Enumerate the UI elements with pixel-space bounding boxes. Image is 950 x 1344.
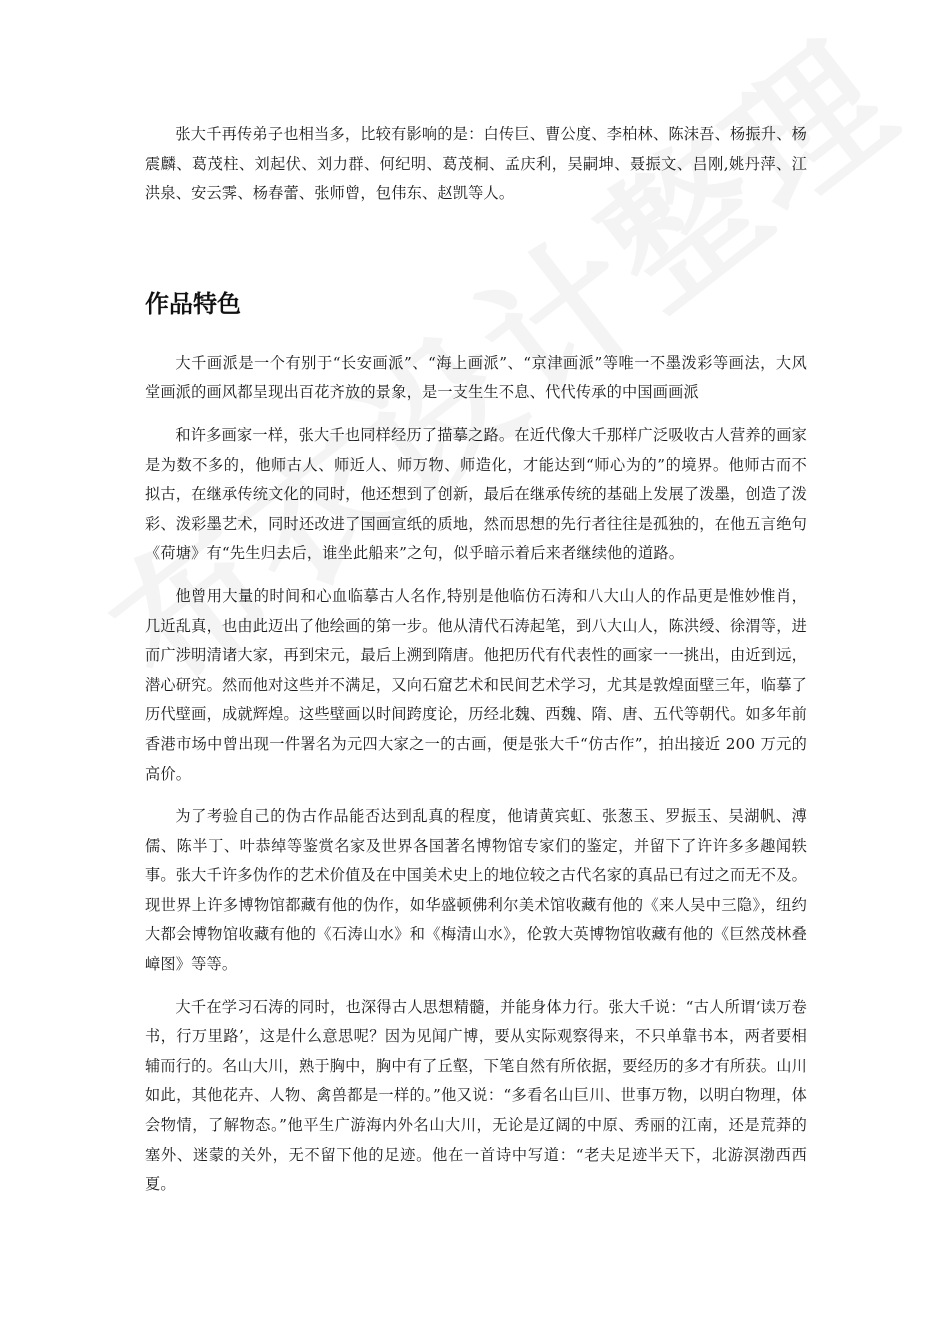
paragraph-disciples: 张大千再传弟子也相当多，比较有影响的是：白传巨、曹公度、李柏林、陈沫吾、杨振升、杨震麟、葛茂柱、刘起伏、刘力群、何纪明、葛茂桐、孟庆利，吴嗣坤、聂振文、吕刚,姚丹萍、江洪泉、安云霁、杨春蕾、张师曾，包伟东、赵凯等人。: [145, 125, 807, 203]
section-header: [145, 288, 807, 320]
paragraph-forgeries: 为了考验自己的伪古作品能否达到乱真的程度，他请黄宾虹、张葱玉、罗振玉、吴湖帆、溥儒、陈半丁、叶恭绰等鉴赏名家及世界各国著名博物馆专家们的鉴定，并留下了许许多多趣闻轶事。张大千许多伪作的艺术价值及在中国美术史上的地位较之古代名家的真品已有过之而无不及。现世界上许多博物馆都藏有他的伪作，如华盛顿佛利尔美术馆收藏有他的《来人吴中三隐》，纽约大都会博物馆收藏有他的《石涛山水》和《梅清山水》，伦敦大英博物馆收藏有他的《巨然茂林叠嶂图》等等。: [145, 807, 807, 974]
paragraph-tracing: 和许多画家一样，张大千也同样经历了描摹之路。在近代像大千那样广泛吸收古人营养的画家是为数不多的，他师古人、师近人、师万物、师造化，才能达到“师心为的”的境界。他师古而不拟古，在继承传统文化的同时，他还想到了创新，最后在继承传统的基础上发展了泼墨，创造了泼彩、泼彩墨艺术，同时还改进了国画宣纸的质地，然而思想的先行者往往是孤独的，在他五言绝句《荷塘》有“先生归去后，谁坐此船来”之句，似乎暗示着后来者继续他的道路。: [145, 425, 807, 563]
paragraph-copying: 他曾用大量的时间和心血临摹古人名作,特别是他临仿石涛和八大山人的作品更是惟妙惟肖，几近乱真，也由此迈出了他绘画的第一步。他从清代石涛起笔，到八大山人，陈洪绶、徐渭等，进而广涉明清诸大家，再到宋元，最后上溯到隋唐。他把历代有代表性的画家一一挑出，由近到远，潜心研究。然而他对这些并不满足，又向石窟艺术和民间艺术学习，尤其是敦煌面壁三年，临摹了历代壁画，成就辉煌。这些壁画以时间跨度论，历经北魏、西魏、隋、唐、五代等朝代。如多年前香港市场中曾出现一件署名为元四大家之一的古画，便是张大千“仿古作”，拍出接近 200 万元的高价。: [145, 586, 807, 783]
document-body: [145, 120, 807, 1200]
paragraph-school: 大千画派是一个有别于“长安画派”、“海上画派”、“京津画派”等唯一不墨泼彩等画法，大风堂画派的画风都呈现出百花齐放的景象，是一支生生不息、代代传承的中国画画派: [145, 353, 807, 402]
paragraph-travel: 大千在学习石涛的同时，也深得古人思想精髓，并能身体力行。张大千说：“古人所谓‘读万卷书，行万里路’，这是什么意思呢？因为见闻广博，要从实际观察得来，不只单靠书本，两者要相辅而行的。名山大川，熟于胸中，胸中有了丘壑，下笔自然有所依据，要经历的多才有所获。山川如此，其他花卉、人物、禽兽都是一样的。”他又说：“多看名山巨川、世事万物，以明白物理，体会物情，了解物态。”他平生广游海内外名山大川，无论是辽阔的中原、秀丽的江南，还是荒莽的塞外、迷蒙的关外，无不留下他的足迹。他在一首诗中写道：“老夫足迹半天下，北游溟渤西西夏。: [145, 997, 807, 1194]
section-title: 作品特色: [145, 289, 241, 318]
